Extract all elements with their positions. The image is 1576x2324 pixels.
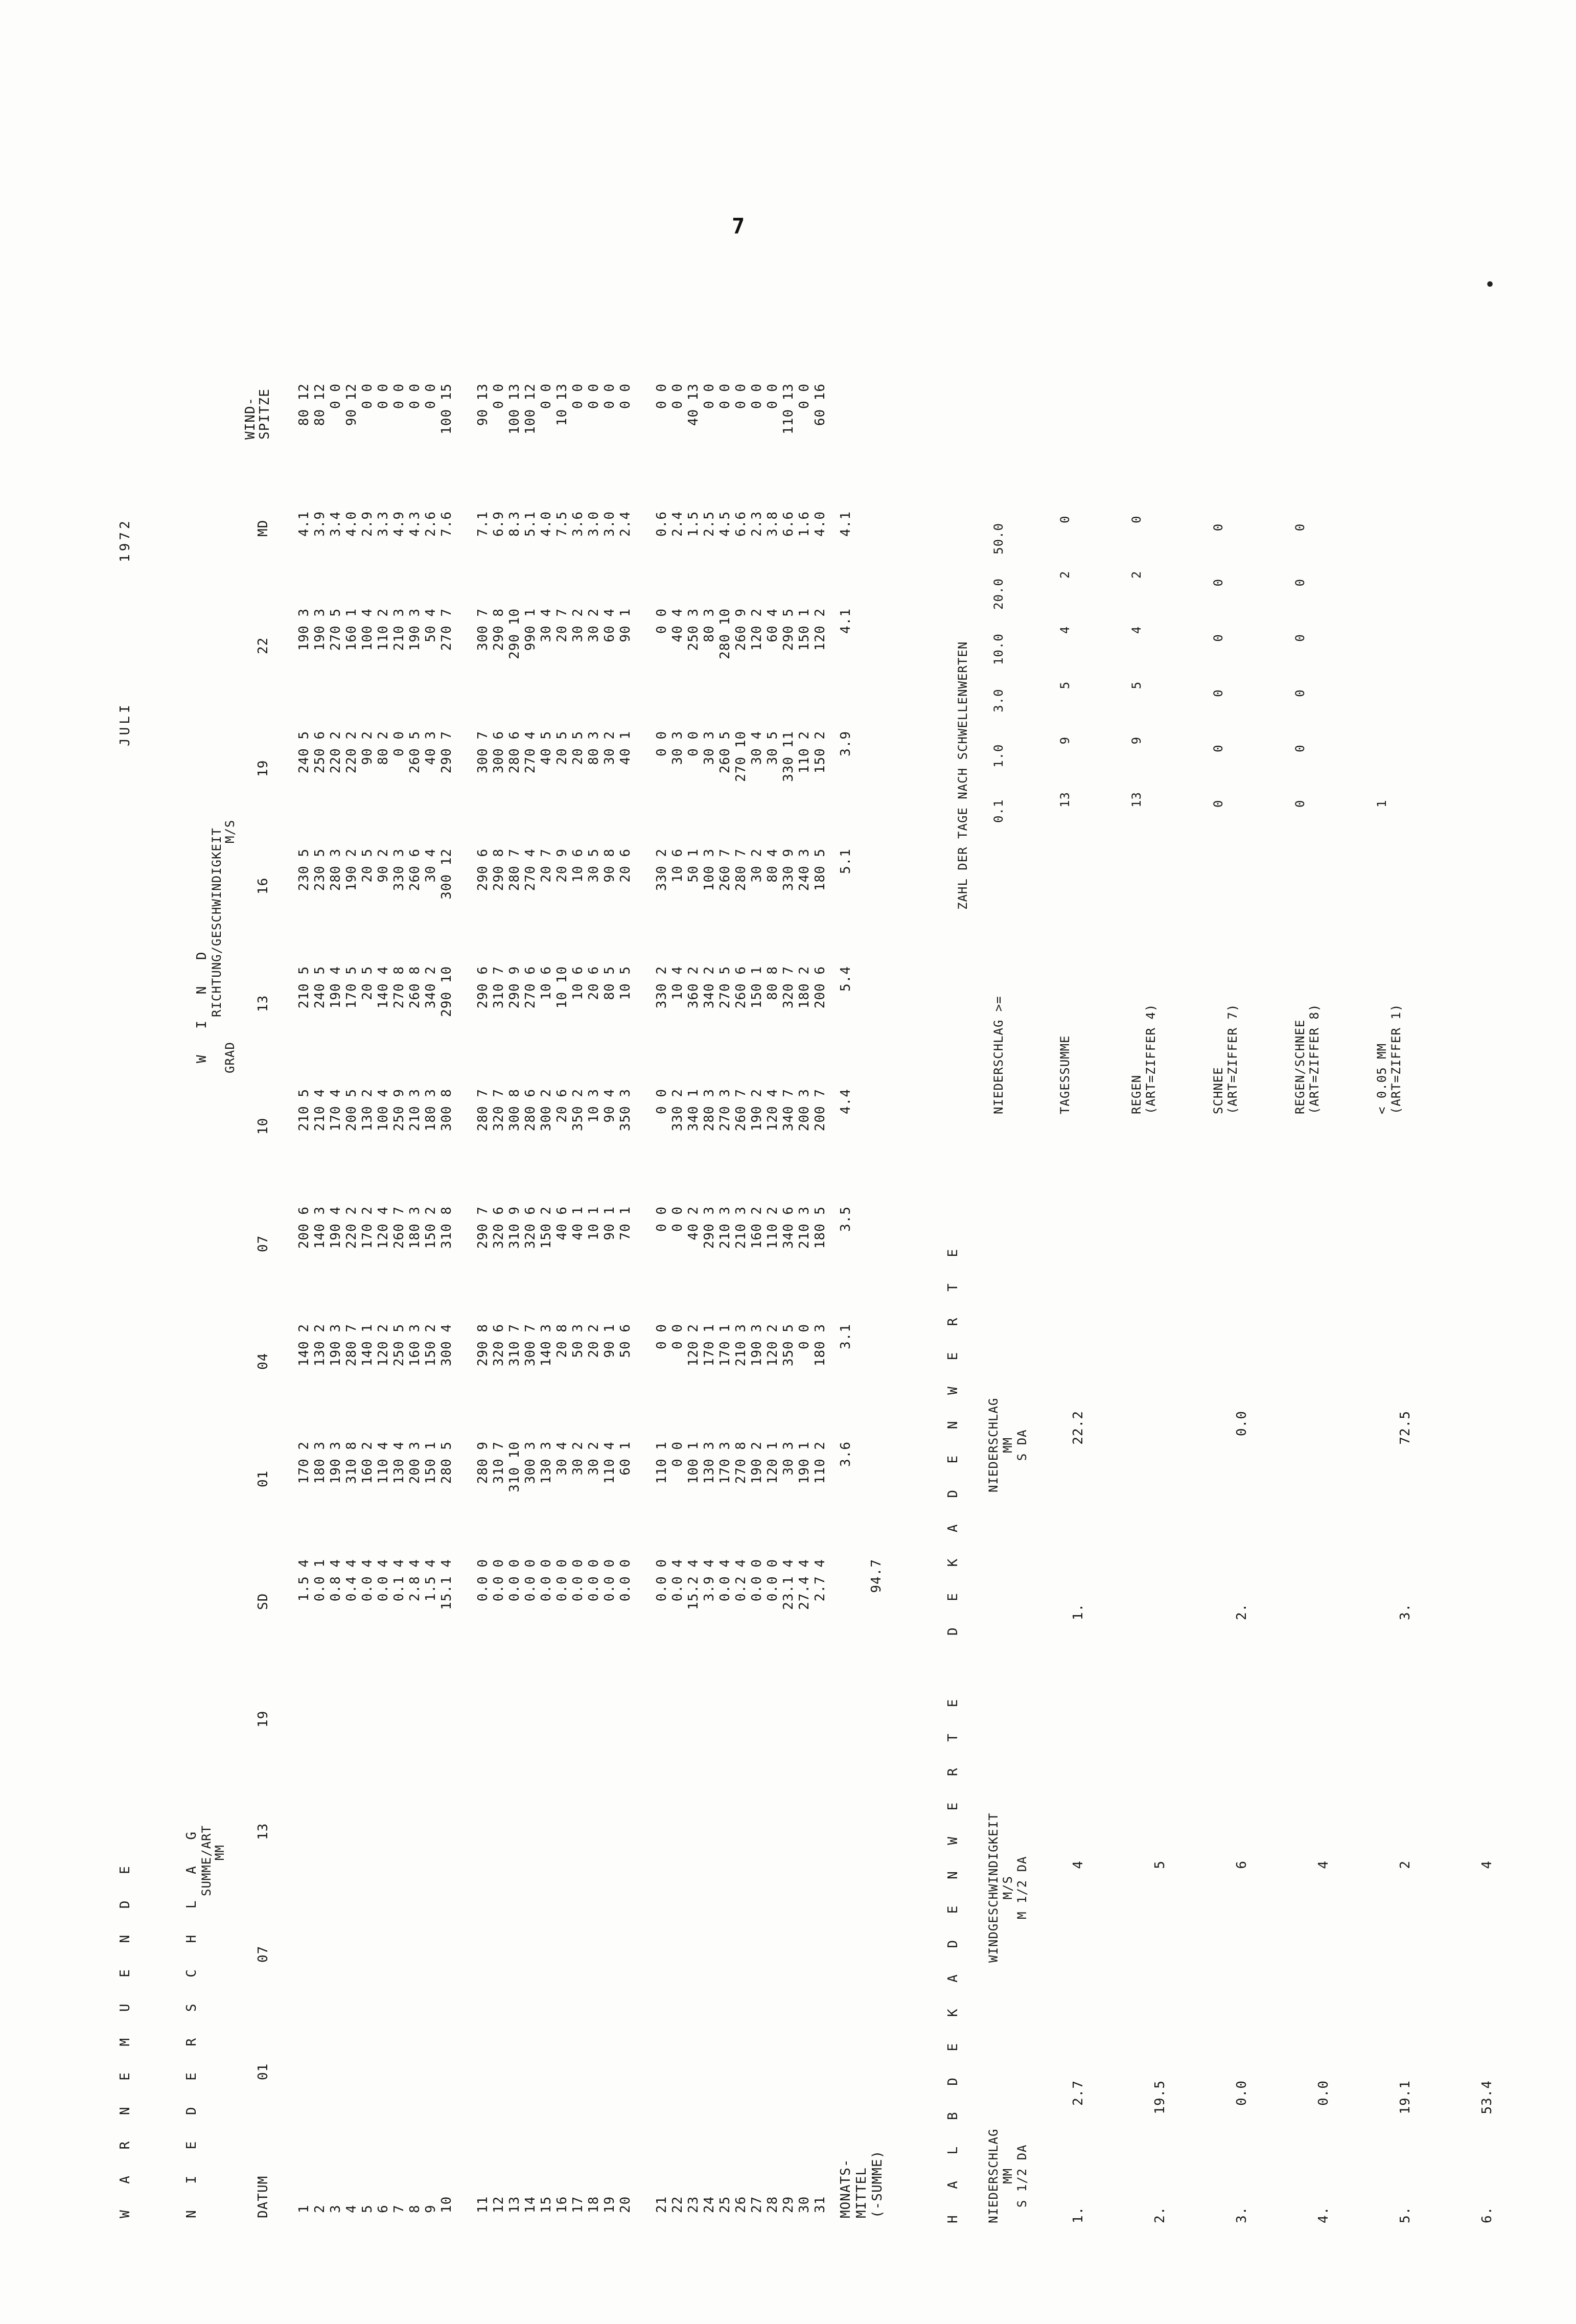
monats-sd: 94.7 xyxy=(869,1559,884,1593)
dekaden-index: 1. 2. 3. xyxy=(1071,1603,1413,1620)
dekaden-heading: D E K A D E N W E R T E xyxy=(945,1239,961,1636)
schwellen-row-values-schnee: 0 0 0 0 0 0 xyxy=(1211,523,1225,808)
sd-block-2: 0.0 0 0.0 0 0.0 0 0.0 0 0.0 0 0.0 0 0.0 0 0.0 0 0.0 0 0.0 0 xyxy=(475,1559,633,1602)
niederschlag-heading: N I E D E R S C H L A G xyxy=(184,1822,199,2218)
wind-sub2-ms: M/S xyxy=(223,819,237,843)
schwellen-row-values-tagessumme: 13 9 5 4 2 0 xyxy=(1058,515,1072,808)
monats-w04: 3.1 xyxy=(838,1324,853,1349)
w16-block-3: 330 2 10 6 50 1 100 3 260 7 280 7 30 2 80 4 330 9 240 3 180 5 xyxy=(654,848,828,891)
w22-block-3: 0 0 40 4 250 3 80 3 280 10 260 9 120 2 60 4 290 5 150 1 120 2 xyxy=(654,608,828,659)
w04-block-3: 0 0 0 0 120 2 170 1 170 1 210 3 190 3 120 2 350 5 0 0 180 3 xyxy=(654,1324,828,1367)
col-windspitze-2: SPITZE xyxy=(257,388,272,440)
w10-block-2: 280 7 320 7 300 8 280 6 300 2 20 6 350 2 10 3 90 4 350 3 xyxy=(475,1089,633,1132)
w07-block-2: 290 7 320 6 310 9 320 6 150 2 40 6 40 1 10 1 90 1 70 1 xyxy=(475,1206,633,1249)
col-w-22: 22 xyxy=(256,637,271,654)
schwellen-row-label-lt005: < 0.05 MM (ART=ZIFFER 1) xyxy=(1375,1003,1403,1114)
w19-block-3: 0 0 30 3 0 0 30 3 260 5 270 10 30 4 30 5 330 11 110 2 150 2 xyxy=(654,731,828,782)
schwellen-heading: ZAHL DER TAGE NACH SCHWELLENWERTEN xyxy=(956,641,970,910)
w13-block-3: 330 2 10 4 360 2 340 2 270 5 260 6 150 1 80 8 320 7 180 2 200 6 xyxy=(654,966,828,1009)
monats-w13: 5.4 xyxy=(838,966,853,992)
w04-block-1: 140 2 130 2 190 3 280 7 140 1 120 2 250 5 160 3 150 2 300 4 xyxy=(296,1324,454,1367)
rotated-table xyxy=(118,92,1559,2290)
monats-md: 4.1 xyxy=(838,511,853,537)
dekaden-col-niederschlag: NIEDERSCHLAG MM S DA xyxy=(986,1397,1029,1492)
halbdekaden-index: 1. 2. 3. 4. 5. 6. xyxy=(1071,2206,1495,2223)
col-w-16: 16 xyxy=(256,877,271,894)
w13-block-1: 210 5 240 5 190 4 170 5 20 5 140 4 270 8 260 8 340 2 290 10 xyxy=(296,966,454,1017)
station-title: W A R N E M U E N D E xyxy=(118,1857,133,2218)
schwellen-thresholds: 0.1 1.0 3.0 10.0 20.0 50.0 xyxy=(991,522,1006,823)
monats-w16: 5.1 xyxy=(838,848,853,874)
halbdekaden-col-wind: WINDGESCHWINDIGKEIT M/S M 1/2 DA xyxy=(986,1812,1029,1963)
col-ns-13: 13 xyxy=(256,1823,271,1840)
monats-w10: 4.4 xyxy=(838,1089,853,1114)
w16-block-2: 290 6 290 8 280 7 270 4 20 7 20 9 10 6 30 5 90 8 20 6 xyxy=(475,848,633,891)
monats-w01: 3.6 xyxy=(838,1441,853,1467)
col-w-13: 13 xyxy=(256,995,271,1012)
datum-block-1: 1 2 3 4 5 6 7 8 9 10 xyxy=(296,2196,454,2213)
md-block-3: 0.6 2.4 1.5 2.5 4.5 6.6 2.3 3.8 6.6 1.6 4.0 xyxy=(654,511,828,537)
sd-block-1: 1.5 4 0.0 1 0.8 4 0.4 4 0.0 4 0.0 4 0.1 4 2.8 4 1.5 4 15.1 4 xyxy=(296,1559,454,1610)
schwellen-row-label-regen: REGEN (ART=ZIFFER 4) xyxy=(1129,1003,1158,1114)
w07-block-3: 0 0 0 0 40 2 290 3 210 3 210 3 160 2 110 2 340 6 210 3 180 5 xyxy=(654,1206,828,1249)
halbdekaden-col-niederschlag: NIEDERSCHLAG MM S 1/2 DA xyxy=(986,2128,1029,2223)
windspitze-block-3: 0 0 0 0 40 13 0 0 0 0 0 0 0 0 0 0 110 13 0 0 60 16 xyxy=(654,383,828,434)
w01-block-3: 110 1 0 0 100 1 130 3 170 3 270 8 190 2 120 1 30 3 190 1 110 2 xyxy=(654,1441,828,1484)
datum-block-2: 11 12 13 14 15 16 17 18 19 20 xyxy=(475,2196,633,2213)
w10-block-1: 210 5 210 4 170 4 200 5 130 2 100 4 250 9 210 3 180 3 300 8 xyxy=(296,1089,454,1132)
col-w-10: 10 xyxy=(256,1117,271,1135)
col-windspitze-1: WIND- xyxy=(243,397,258,440)
year-label: 1972 xyxy=(118,518,133,562)
col-ns-19: 19 xyxy=(256,1710,271,1728)
w07-block-1: 200 6 140 3 190 4 220 2 170 2 120 4 260 7 180 3 150 2 310 8 xyxy=(296,1206,454,1249)
datum-block-3: 21 22 23 24 25 26 27 28 29 30 31 xyxy=(654,2196,828,2213)
schwellen-row-values-regen: 13 9 5 4 2 0 xyxy=(1129,515,1144,808)
dekaden-niederschlag-values: 22.2 0.0 72.5 xyxy=(1071,1411,1413,1445)
w22-block-1: 190 3 190 3 270 5 160 1 100 4 110 2 210 3 190 3 50 4 270 7 xyxy=(296,608,454,651)
col-w-07: 07 xyxy=(256,1235,271,1252)
windspitze-block-1: 80 12 80 12 0 0 90 12 0 0 0 0 0 0 0 0 0 0 100 15 xyxy=(296,383,454,434)
monats-w19: 3.9 xyxy=(838,731,853,756)
sd-block-3: 0.0 0 0.0 4 15.2 4 3.9 4 0.0 4 0.2 4 0.0 0 0.0 0 23.1 4 27.4 4 2.7 4 xyxy=(654,1559,828,1610)
w01-block-2: 280 9 310 7 310 10 300 3 130 3 30 4 30 2 30 2 110 4 60 1 xyxy=(475,1441,633,1492)
md-block-1: 4.1 3.9 3.4 4.0 2.9 3.3 4.9 4.3 2.6 7.6 xyxy=(296,511,454,537)
w19-block-1: 240 5 250 6 220 2 220 2 90 2 80 2 0 0 260 5 40 3 290 7 xyxy=(296,731,454,774)
schwellen-row-label-regen-schnee: REGEN/SCHNEE (ART=ZIFFER 8) xyxy=(1293,1003,1322,1114)
halbdekaden-niederschlag-values: 2.7 19.5 0.0 0.0 19.1 53.4 xyxy=(1071,2080,1495,2114)
halbdekaden-heading: H A L B D E K A D E N W E R T E xyxy=(945,1690,961,2223)
corner-mark: • xyxy=(1485,276,1495,294)
monats-w22: 4.1 xyxy=(838,608,853,634)
w13-block-2: 290 6 310 7 290 9 270 6 10 6 10 10 10 6 20 6 80 5 10 5 xyxy=(475,966,633,1009)
col-ns-07: 07 xyxy=(256,1945,271,1963)
col-sd: SD xyxy=(256,1593,271,1610)
col-datum: DATUM xyxy=(256,2175,271,2218)
niederschlag-sub2: MM xyxy=(213,1845,227,1860)
wind-heading: W I N D xyxy=(194,942,210,1063)
schwellen-label-head: NIEDERSCHLAG >= xyxy=(991,996,1006,1114)
wind-sub1: RICHTUNG/GESCHWINDIGKEIT xyxy=(210,827,224,1017)
halbdekaden-wind-values: 4 5 6 4 2 4 xyxy=(1071,1860,1495,1869)
schwellen-row-values-regen-schnee: 0 0 0 0 0 0 xyxy=(1293,523,1307,808)
monats-w07: 3.5 xyxy=(838,1206,853,1232)
col-w-19: 19 xyxy=(256,760,271,777)
w04-block-2: 290 8 320 6 310 7 300 7 140 3 20 8 50 3 20 2 90 1 50 6 xyxy=(475,1324,633,1367)
w16-block-1: 230 5 230 5 280 3 190 2 20 5 90 2 330 3 260 6 30 4 300 12 xyxy=(296,848,454,900)
w19-block-2: 300 7 300 6 280 6 270 4 40 5 20 5 20 5 80 3 30 2 40 1 xyxy=(475,731,633,774)
monats-label: MONATS- MITTEL (-SUMME) xyxy=(838,2150,885,2218)
w10-block-3: 0 0 330 2 340 1 280 3 270 3 260 7 190 2 120 4 340 7 200 3 200 7 xyxy=(654,1089,828,1132)
schwellen-row-label-schnee: SCHNEE (ART=ZIFFER 7) xyxy=(1211,1003,1240,1114)
w01-block-1: 170 2 180 3 190 3 310 8 160 2 110 4 130 4 200 3 150 1 280 5 xyxy=(296,1441,454,1484)
page-number: 7 xyxy=(732,214,745,239)
col-w-04: 04 xyxy=(256,1352,271,1370)
schwellen-row-label-tagessumme: TAGESSUMME xyxy=(1058,1035,1072,1114)
col-w-01: 01 xyxy=(256,1470,271,1487)
col-ns-01: 01 xyxy=(256,2063,271,2080)
w22-block-2: 300 7 290 8 290 10 990 1 30 4 20 7 30 2 30 2 60 4 90 1 xyxy=(475,608,633,659)
windspitze-block-2: 90 13 0 0 100 13 100 12 0 0 10 13 0 0 0 0 0 0 0 0 xyxy=(475,383,633,434)
schwellen-row-values-lt005: 1 xyxy=(1375,799,1389,808)
col-md: MD xyxy=(256,519,271,537)
md-block-2: 7.1 6.9 8.3 5.1 4.0 7.5 3.6 3.0 3.0 2.4 xyxy=(475,511,633,537)
wind-sub2-grad: GRAD xyxy=(223,1042,237,1073)
niederschlag-sub1: SUMME/ART xyxy=(199,1825,214,1896)
month-label: JULI xyxy=(118,702,133,746)
